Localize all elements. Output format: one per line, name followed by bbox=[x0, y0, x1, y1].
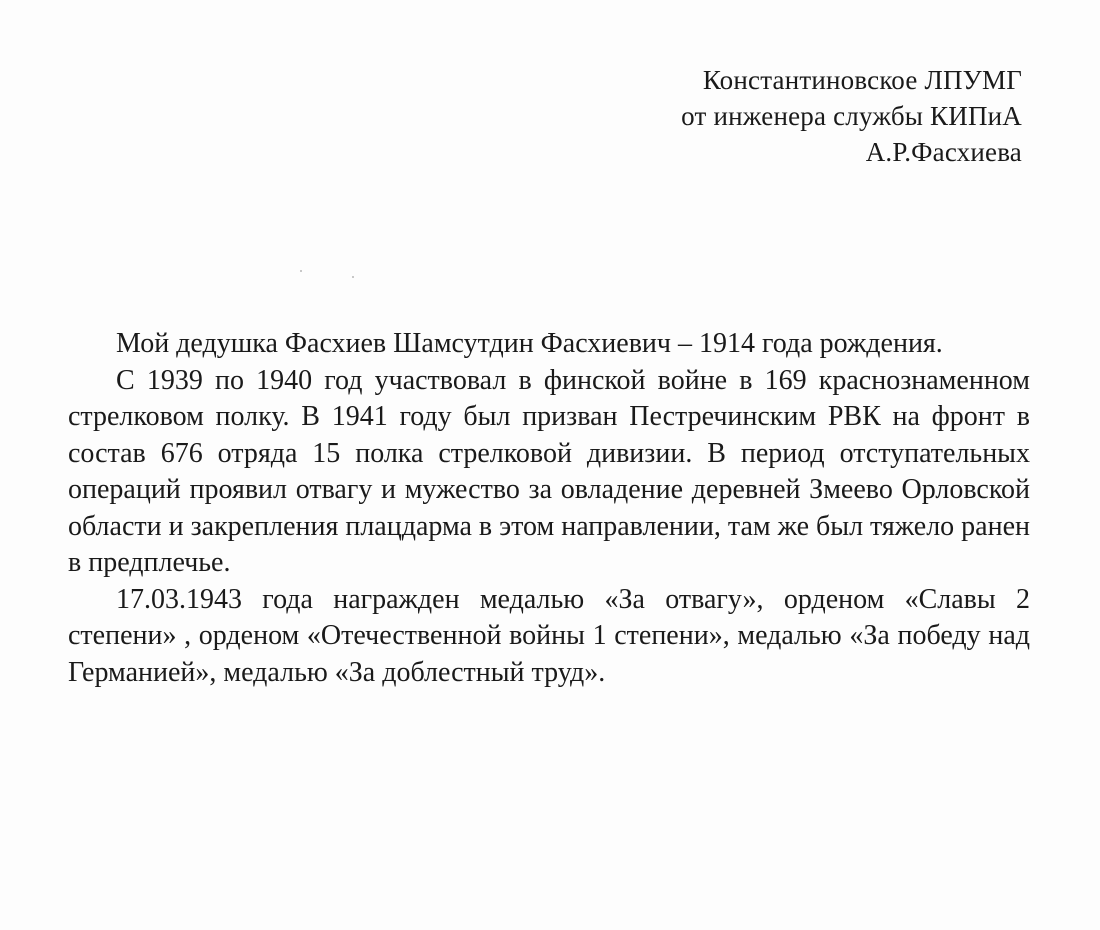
header-sender-position: от инженера службы КИПиА bbox=[681, 101, 1022, 131]
header-organization: Константиновское ЛПУМГ bbox=[702, 65, 1022, 95]
header-sender-name: А.Р.Фасхиева bbox=[865, 137, 1022, 167]
paragraph-service: С 1939 по 1940 год участвовал в финской войне в 169 краснознаменном стрелковом полку. В 1941 году был призван Пестречинским РВК на фронт в состав 676 отряда 15 полка стрелковой дивизии. В период отступательных операций проявил отвагу и мужество за овладение деревней Змеево Орловской области и закрепления плацдарма в этом направлении, там же был тяжело ранен в предплечье. bbox=[68, 364, 1030, 578]
scan-speck bbox=[352, 276, 354, 278]
document-body bbox=[68, 326, 1030, 691]
scan-speck bbox=[300, 270, 302, 272]
paragraph-awards: 17.03.1943 года награжден медалью «За отвагу», орденом «Славы 2 степени» , орденом «Отечественной войны 1 степени», медалью «За победу над Германией», медалью «За доблестный труд». bbox=[68, 583, 1030, 688]
paragraph-birth: Мой дедушка Фасхиев Шамсутдин Фасхиевич – 1914 года рождения. bbox=[116, 328, 943, 359]
addressee-header bbox=[681, 62, 1022, 170]
